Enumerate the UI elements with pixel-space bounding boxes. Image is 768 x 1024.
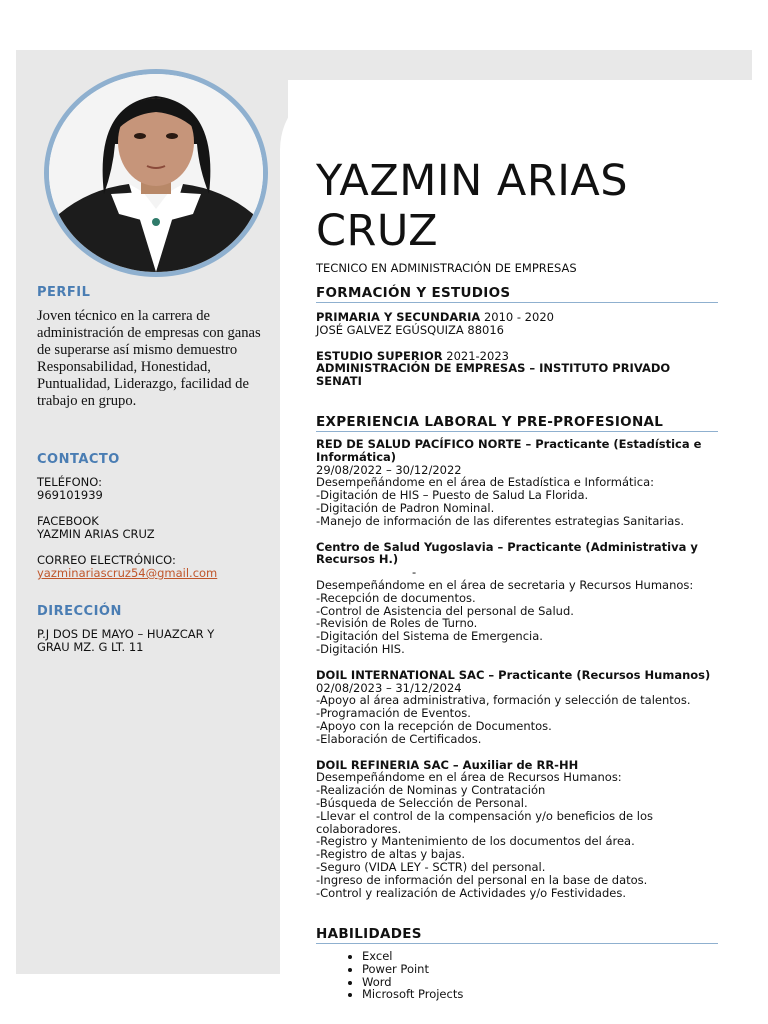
address-line-1: P.J DOS DE MAYO – HUAZCAR Y [37,627,215,641]
formacion-heading: FORMACIÓN Y ESTUDIOS [316,285,718,303]
job-1-line: -Manejo de información de las diferentes estrategias Sanitarias. [316,513,684,528]
job-4-line: -Ingreso de información del personal en la base de datos. [316,872,648,887]
job-2-line: -Recepción de documentos. [316,590,476,605]
name-line-1: YAZMIN ARIAS [316,156,629,206]
job-2-line: -Digitación del Sistema de Emergencia. [316,629,543,644]
profile-photo [44,69,268,277]
job-2-line: Desempeñándome en el área de secretaria y Recursos Humanos: [316,577,694,592]
job-3-dates: 02/08/2023 – 31/12/2024 [316,680,462,695]
job-2-line: -Digitación HIS. [316,641,405,656]
job-4-line: -Registro de altas y bajas. [316,847,466,862]
job-4-line: -Llevar el control de la compensación y/o beneficios de los colaboradores. [316,808,654,836]
contacto-heading: CONTACTO [37,452,120,467]
job-1-dates: 29/08/2022 – 30/12/2022 [316,462,462,477]
phone-label: TELÉFONO: [37,475,102,489]
job-1-title: RED DE SALUD PACÍFICO NORTE – Practicante (Estadística e Informática) [316,437,702,464]
job-2 [316,541,718,656]
job-4-title: DOIL REFINERIA SAC – Auxiliar de RR-HH [316,757,579,772]
job-1-line: -Digitación de Padron Nominal. [316,500,495,515]
edu-1-title: PRIMARIA Y SECUNDARIA [316,310,481,324]
job-2-dates: - [412,565,417,580]
skill-item: • Excel [362,950,718,963]
habilidades-heading: HABILIDADES [316,926,718,944]
skill-item: • Word [362,976,718,989]
direccion-heading: DIRECCIÓN [37,604,122,619]
address-line-2: GRAU MZ. G LT. 11 [37,640,144,654]
job-4-line: -Seguro (VIDA LEY - SCTR) del personal. [316,859,546,874]
job-3-line: -Elaboración de Certificados. [316,731,482,746]
facebook-label: FACEBOOK [37,514,99,528]
skill-item: • Microsoft Projects [362,988,718,1001]
name-line-2: CRUZ [316,206,439,256]
edu-2-years: 2021-2023 [446,348,509,363]
job-2-line: -Revisión de Roles de Turno. [316,616,478,631]
job-2-line: -Control de Asistencia del personal de Salud. [316,603,574,618]
job-1-line: -Digitación de HIS – Puesto de Salud La Florida. [316,488,589,503]
experiencia-heading: EXPERIENCIA LABORAL Y PRE-PROFESIONAL [316,414,718,432]
edu-1-school: JOSÉ GALVEZ EGÚSQUIZA 88016 [316,322,504,337]
job-4-line: -Búsqueda de Selección de Personal. [316,795,528,810]
job-4-line: -Control y realización de Actividades y/o Festividades. [316,885,626,900]
skills-list [316,950,718,1001]
skill-item: • Power Point [362,963,718,976]
edu-2-detail: ADMINISTRACIÓN DE EMPRESAS – INSTITUTO PRIVADO SENATI [316,361,671,389]
job-3 [316,669,718,746]
job-3-line: -Apoyo al área administrativa, formación y selección de talentos. [316,693,691,708]
perfil-text: Joven técnico en la carrera de administración de empresas con ganas de superarse así mismo demuestro Responsabilidad, Honestidad, Puntualidad, Liderazgo, facilidad de trabajo en grupo. [37,308,261,409]
job-1 [316,438,718,528]
job-3-line: -Programación de Eventos. [316,706,471,721]
job-4-line: -Realización de Nominas y Contratación [316,783,546,798]
facebook-value: YAZMIN ARIAS CRUZ [37,527,155,541]
job-3-line: -Apoyo con la recepción de Documentos. [316,718,552,733]
phone-value: 969101939 [37,488,103,502]
job-3-title: DOIL INTERNATIONAL SAC – Practicante (Recursos Humanos) [316,667,711,682]
edu-1-years: 2010 - 2020 [483,310,554,324]
email-label: CORREO ELECTRÓNICO: [37,553,176,567]
job-4-line: Desempeñándome en el área de Recursos Humanos: [316,770,622,785]
edu-2-title: ESTUDIO SUPERIOR [316,348,443,363]
job-4 [316,759,718,900]
email-link[interactable]: yazminariascruz54@gmail.com [37,566,218,580]
job-4-line: -Registro y Mantenimiento de los documentos del área. [316,834,635,849]
perfil-heading: PERFIL [37,285,91,300]
job-subtitle: TECNICO EN ADMINISTRACIÓN DE EMPRESAS [316,261,577,275]
job-1-line: Desempeñándome en el área de Estadística e Informática: [316,475,654,490]
job-2-title: Centro de Salud Yugoslavia – Practicante (Administrativa y Recursos H.) [316,539,698,567]
